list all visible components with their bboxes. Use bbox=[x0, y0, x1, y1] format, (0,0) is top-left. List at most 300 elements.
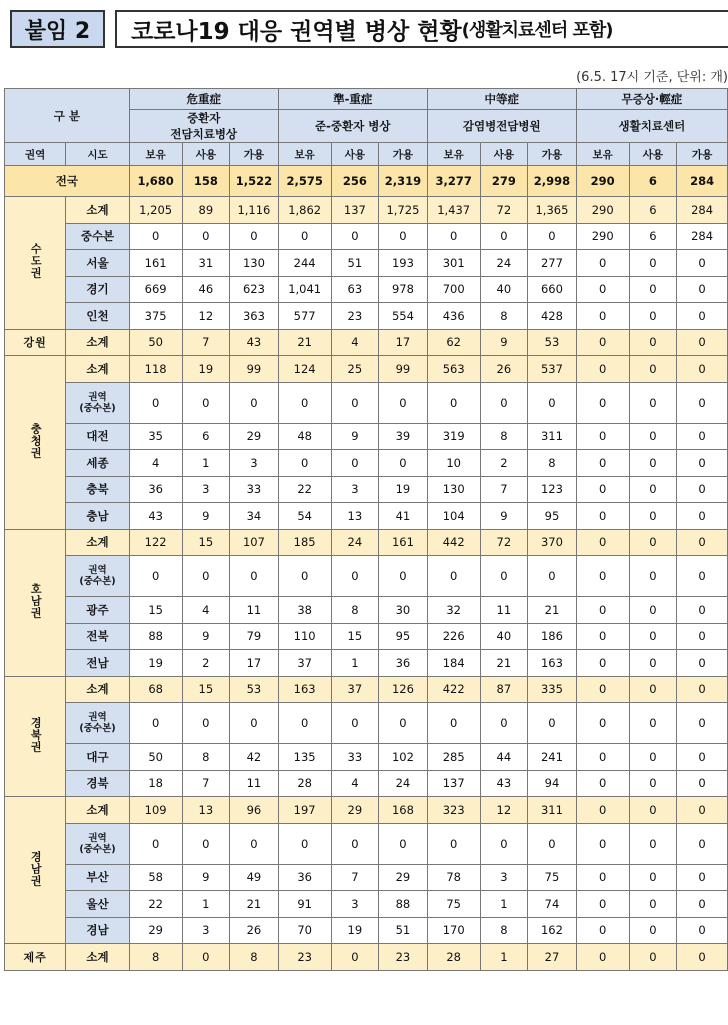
table-cell: 1,041 bbox=[278, 276, 331, 303]
table-cell: 40 bbox=[480, 276, 528, 303]
table-cell: 0 bbox=[576, 676, 629, 703]
sido-cell: 소계 bbox=[66, 797, 129, 824]
table-row bbox=[5, 503, 728, 530]
table-cell: 0 bbox=[379, 223, 428, 250]
table-cell: 197 bbox=[278, 797, 331, 824]
table-cell: 0 bbox=[528, 823, 577, 864]
table-cell: 0 bbox=[629, 250, 677, 277]
table-cell: 8 bbox=[129, 944, 182, 971]
table-cell: 54 bbox=[278, 503, 331, 530]
table-cell: 0 bbox=[576, 250, 629, 277]
table-cell: 24 bbox=[379, 770, 428, 797]
table-cell: 0 bbox=[629, 276, 677, 303]
unit-note: (6.5. 17시 기준, 단위: 개) bbox=[576, 70, 728, 85]
document-title bbox=[115, 10, 728, 48]
table-cell: 8 bbox=[528, 450, 577, 477]
region-name: 충청권 bbox=[29, 422, 43, 459]
table-cell: 2 bbox=[480, 450, 528, 477]
table-cell: 36 bbox=[379, 650, 428, 677]
table-row bbox=[5, 744, 728, 771]
table-cell: 7 bbox=[331, 864, 379, 891]
table-cell: 9 bbox=[331, 423, 379, 450]
table-row bbox=[5, 250, 728, 277]
table-row bbox=[5, 223, 728, 250]
table-cell: 0 bbox=[182, 382, 230, 423]
table-cell: 49 bbox=[230, 864, 279, 891]
table-cell: 1,437 bbox=[427, 197, 480, 224]
table-cell: 0 bbox=[427, 382, 480, 423]
table-cell: 0 bbox=[129, 223, 182, 250]
table-cell: 24 bbox=[480, 250, 528, 277]
table-cell: 3 bbox=[182, 476, 230, 503]
table-cell: 244 bbox=[278, 250, 331, 277]
table-row bbox=[5, 423, 728, 450]
table-cell: 0 bbox=[677, 382, 728, 423]
table-cell: 2,319 bbox=[379, 166, 428, 197]
table-cell: 0 bbox=[331, 944, 379, 971]
table-cell: 0 bbox=[230, 823, 279, 864]
table-cell: 48 bbox=[278, 423, 331, 450]
table-cell: 0 bbox=[480, 382, 528, 423]
table-cell: 135 bbox=[278, 744, 331, 771]
table-cell: 0 bbox=[677, 250, 728, 277]
table-cell: 422 bbox=[427, 676, 480, 703]
table-cell: 0 bbox=[278, 382, 331, 423]
table-cell: 124 bbox=[278, 356, 331, 383]
table-cell: 0 bbox=[278, 223, 331, 250]
table-cell: 0 bbox=[677, 917, 728, 944]
region-cell bbox=[5, 329, 66, 356]
table-cell: 13 bbox=[331, 503, 379, 530]
table-cell: 0 bbox=[629, 676, 677, 703]
table-cell: 8 bbox=[182, 744, 230, 771]
gubun-header: 구 분 bbox=[5, 89, 130, 143]
table-cell: 0 bbox=[576, 891, 629, 918]
table-cell: 4 bbox=[182, 597, 230, 624]
sido-cell: 소계 bbox=[66, 944, 129, 971]
table-cell: 0 bbox=[576, 423, 629, 450]
region-name: 강원 bbox=[23, 336, 47, 350]
table-cell: 0 bbox=[677, 529, 728, 556]
table-cell: 0 bbox=[230, 223, 279, 250]
table-cell: 0 bbox=[629, 476, 677, 503]
table-cell: 27 bbox=[528, 944, 577, 971]
subtotal-row bbox=[5, 797, 728, 824]
table-cell: 29 bbox=[331, 797, 379, 824]
table-cell: 2,575 bbox=[278, 166, 331, 197]
table-cell: 0 bbox=[629, 556, 677, 597]
group-header: 무증상·輕症 bbox=[576, 89, 727, 110]
subtotal-row bbox=[5, 197, 728, 224]
table-cell: 9 bbox=[480, 503, 528, 530]
table-cell: 0 bbox=[629, 597, 677, 624]
table-cell: 193 bbox=[379, 250, 428, 277]
table-cell: 436 bbox=[427, 303, 480, 330]
table-cell: 79 bbox=[230, 623, 279, 650]
table-cell: 0 bbox=[629, 864, 677, 891]
table-cell: 0 bbox=[278, 450, 331, 477]
sido-col-header: 시도 bbox=[66, 143, 129, 166]
table-cell: 0 bbox=[629, 423, 677, 450]
table-cell: 19 bbox=[379, 476, 428, 503]
sido-cell: 소계 bbox=[66, 676, 129, 703]
table-cell: 0 bbox=[677, 944, 728, 971]
sido-cell: 대전 bbox=[66, 423, 129, 450]
table-cell: 21 bbox=[480, 650, 528, 677]
table-cell: 0 bbox=[379, 703, 428, 744]
national-label: 전국 bbox=[5, 166, 130, 197]
table-cell: 3 bbox=[331, 476, 379, 503]
table-cell: 0 bbox=[331, 823, 379, 864]
table-cell: 4 bbox=[331, 329, 379, 356]
table-row bbox=[5, 303, 728, 330]
table-cell: 25 bbox=[331, 356, 379, 383]
table-cell: 256 bbox=[331, 166, 379, 197]
sido-cell: 광주 bbox=[66, 597, 129, 624]
table-cell: 0 bbox=[629, 356, 677, 383]
table-cell: 6 bbox=[629, 197, 677, 224]
table-cell: 186 bbox=[528, 623, 577, 650]
col-header: 가용 bbox=[379, 143, 428, 166]
table-cell: 0 bbox=[278, 823, 331, 864]
table-cell: 43 bbox=[230, 329, 279, 356]
table-cell: 623 bbox=[230, 276, 279, 303]
table-cell: 0 bbox=[629, 623, 677, 650]
table-cell: 1,116 bbox=[230, 197, 279, 224]
table-cell: 94 bbox=[528, 770, 577, 797]
table-cell: 700 bbox=[427, 276, 480, 303]
table-cell: 0 bbox=[427, 823, 480, 864]
col-header: 보유 bbox=[427, 143, 480, 166]
title-main: 코로나19 대응 권역별 병상 현황 bbox=[131, 18, 462, 45]
table-cell: 87 bbox=[480, 676, 528, 703]
table-cell: 0 bbox=[480, 223, 528, 250]
table-cell: 19 bbox=[182, 356, 230, 383]
table-cell: 44 bbox=[480, 744, 528, 771]
region-cell bbox=[5, 529, 66, 676]
table-cell: 23 bbox=[331, 303, 379, 330]
table-cell: 109 bbox=[129, 797, 182, 824]
table-cell: 290 bbox=[576, 197, 629, 224]
table-cell: 104 bbox=[427, 503, 480, 530]
table-row bbox=[5, 276, 728, 303]
table-cell: 17 bbox=[379, 329, 428, 356]
table-row bbox=[5, 864, 728, 891]
table-cell: 39 bbox=[379, 423, 428, 450]
table-cell: 7 bbox=[182, 770, 230, 797]
subgroup-header: 생활치료센터 bbox=[576, 110, 727, 143]
table-cell: 0 bbox=[677, 823, 728, 864]
table-cell: 11 bbox=[480, 597, 528, 624]
table-cell: 43 bbox=[480, 770, 528, 797]
table-cell: 0 bbox=[129, 703, 182, 744]
table-cell: 1,205 bbox=[129, 197, 182, 224]
table-cell: 0 bbox=[677, 797, 728, 824]
table-cell: 0 bbox=[629, 770, 677, 797]
sido-cell: 전북 bbox=[66, 623, 129, 650]
table-cell: 0 bbox=[528, 556, 577, 597]
table-cell: 43 bbox=[129, 503, 182, 530]
table-cell: 0 bbox=[129, 556, 182, 597]
table-cell: 15 bbox=[331, 623, 379, 650]
table-cell: 42 bbox=[230, 744, 279, 771]
table-cell: 284 bbox=[677, 223, 728, 250]
table-cell: 6 bbox=[629, 166, 677, 197]
table-cell: 335 bbox=[528, 676, 577, 703]
table-cell: 0 bbox=[677, 423, 728, 450]
table-cell: 0 bbox=[230, 556, 279, 597]
table-cell: 0 bbox=[576, 329, 629, 356]
table-cell: 37 bbox=[278, 650, 331, 677]
table-cell: 1 bbox=[182, 450, 230, 477]
sido-cell: 인천 bbox=[66, 303, 129, 330]
table-cell: 34 bbox=[230, 503, 279, 530]
region-name: 제주 bbox=[23, 950, 47, 964]
col-header: 사용 bbox=[629, 143, 677, 166]
table-cell: 33 bbox=[331, 744, 379, 771]
table-cell: 110 bbox=[278, 623, 331, 650]
table-cell: 0 bbox=[629, 891, 677, 918]
sido-cell: 울산 bbox=[66, 891, 129, 918]
group-header: 中等症 bbox=[427, 89, 576, 110]
sido-cell: 소계 bbox=[66, 356, 129, 383]
table-cell: 40 bbox=[480, 623, 528, 650]
table-cell: 0 bbox=[331, 223, 379, 250]
col-header: 사용 bbox=[182, 143, 230, 166]
table-cell: 21 bbox=[528, 597, 577, 624]
table-cell: 53 bbox=[528, 329, 577, 356]
table-cell: 0 bbox=[629, 703, 677, 744]
table-cell: 1 bbox=[182, 891, 230, 918]
table-cell: 35 bbox=[129, 423, 182, 450]
sido-cell: 충남 bbox=[66, 503, 129, 530]
table-cell: 96 bbox=[230, 797, 279, 824]
sido-cell: 권역 (중수본) bbox=[66, 382, 129, 423]
sido-cell: 충북 bbox=[66, 476, 129, 503]
header-row-groups bbox=[5, 89, 728, 110]
table-cell: 185 bbox=[278, 529, 331, 556]
table-cell: 99 bbox=[379, 356, 428, 383]
table-cell: 32 bbox=[427, 597, 480, 624]
table-cell: 168 bbox=[379, 797, 428, 824]
table-cell: 0 bbox=[629, 303, 677, 330]
table-cell: 4 bbox=[129, 450, 182, 477]
col-header: 가용 bbox=[528, 143, 577, 166]
table-cell: 1,862 bbox=[278, 197, 331, 224]
table-cell: 0 bbox=[677, 864, 728, 891]
col-header: 보유 bbox=[129, 143, 182, 166]
table-cell: 277 bbox=[528, 250, 577, 277]
table-cell: 7 bbox=[182, 329, 230, 356]
table-cell: 28 bbox=[278, 770, 331, 797]
table-cell: 0 bbox=[331, 703, 379, 744]
table-cell: 0 bbox=[576, 276, 629, 303]
table-cell: 301 bbox=[427, 250, 480, 277]
sido-cell: 경기 bbox=[66, 276, 129, 303]
table-cell: 0 bbox=[677, 476, 728, 503]
table-cell: 126 bbox=[379, 676, 428, 703]
table-cell: 3 bbox=[182, 917, 230, 944]
table-cell: 12 bbox=[182, 303, 230, 330]
table-cell: 30 bbox=[379, 597, 428, 624]
group-header: 危重症 bbox=[129, 89, 278, 110]
table-cell: 122 bbox=[129, 529, 182, 556]
table-cell: 28 bbox=[427, 944, 480, 971]
subtotal-row bbox=[5, 944, 728, 971]
table-cell: 0 bbox=[182, 703, 230, 744]
table-cell: 15 bbox=[182, 529, 230, 556]
sido-cell: 대구 bbox=[66, 744, 129, 771]
subtotal-row bbox=[5, 529, 728, 556]
sido-cell: 부산 bbox=[66, 864, 129, 891]
table-cell: 6 bbox=[629, 223, 677, 250]
table-cell: 8 bbox=[480, 917, 528, 944]
subgroup-header: 감염병전담병원 bbox=[427, 110, 576, 143]
table-cell: 0 bbox=[528, 703, 577, 744]
region-name: 경남권 bbox=[29, 850, 43, 887]
table-cell: 11 bbox=[230, 597, 279, 624]
table-cell: 0 bbox=[629, 503, 677, 530]
table-cell: 102 bbox=[379, 744, 428, 771]
table-cell: 26 bbox=[230, 917, 279, 944]
table-cell: 50 bbox=[129, 744, 182, 771]
table-cell: 0 bbox=[629, 650, 677, 677]
table-cell: 0 bbox=[528, 223, 577, 250]
table-cell: 0 bbox=[427, 223, 480, 250]
table-cell: 50 bbox=[129, 329, 182, 356]
table-cell: 0 bbox=[677, 623, 728, 650]
table-cell: 0 bbox=[576, 450, 629, 477]
table-cell: 1 bbox=[331, 650, 379, 677]
sido-cell: 소계 bbox=[66, 197, 129, 224]
table-cell: 91 bbox=[278, 891, 331, 918]
table-cell: 68 bbox=[129, 676, 182, 703]
table-cell: 0 bbox=[576, 529, 629, 556]
table-cell: 537 bbox=[528, 356, 577, 383]
table-cell: 2,998 bbox=[528, 166, 577, 197]
table-row bbox=[5, 556, 728, 597]
table-cell: 0 bbox=[576, 864, 629, 891]
table-cell: 3 bbox=[480, 864, 528, 891]
table-cell: 0 bbox=[576, 744, 629, 771]
table-cell: 0 bbox=[677, 650, 728, 677]
table-cell: 0 bbox=[677, 276, 728, 303]
table-cell: 0 bbox=[278, 703, 331, 744]
table-cell: 137 bbox=[331, 197, 379, 224]
table-cell: 10 bbox=[427, 450, 480, 477]
table-cell: 0 bbox=[331, 382, 379, 423]
table-cell: 669 bbox=[129, 276, 182, 303]
table-cell: 0 bbox=[677, 770, 728, 797]
table-cell: 170 bbox=[427, 917, 480, 944]
table-cell: 29 bbox=[230, 423, 279, 450]
table-row bbox=[5, 623, 728, 650]
sido-cell: 소계 bbox=[66, 329, 129, 356]
table-cell: 163 bbox=[278, 676, 331, 703]
table-cell: 58 bbox=[129, 864, 182, 891]
table-cell: 0 bbox=[576, 797, 629, 824]
table-cell: 8 bbox=[480, 303, 528, 330]
table-cell: 0 bbox=[576, 556, 629, 597]
region-name: 수도권 bbox=[29, 243, 43, 280]
sido-cell: 경북 bbox=[66, 770, 129, 797]
table-cell: 26 bbox=[480, 356, 528, 383]
table-cell: 12 bbox=[480, 797, 528, 824]
table-cell: 0 bbox=[480, 823, 528, 864]
table-cell: 53 bbox=[230, 676, 279, 703]
table-cell: 0 bbox=[182, 556, 230, 597]
subgroup-header: 중환자 전담치료병상 bbox=[129, 110, 278, 143]
region-cell bbox=[5, 676, 66, 797]
table-cell: 17 bbox=[230, 650, 279, 677]
table-row bbox=[5, 823, 728, 864]
table-cell: 319 bbox=[427, 423, 480, 450]
table-cell: 8 bbox=[230, 944, 279, 971]
table-cell: 0 bbox=[331, 556, 379, 597]
table-cell: 0 bbox=[576, 623, 629, 650]
table-cell: 0 bbox=[230, 382, 279, 423]
col-header: 사용 bbox=[480, 143, 528, 166]
region-cell bbox=[5, 356, 66, 530]
table-cell: 226 bbox=[427, 623, 480, 650]
table-cell: 0 bbox=[576, 356, 629, 383]
bed-status-table bbox=[4, 88, 728, 971]
table-cell: 3 bbox=[331, 891, 379, 918]
table-cell: 1,725 bbox=[379, 197, 428, 224]
table-cell: 158 bbox=[182, 166, 230, 197]
table-cell: 0 bbox=[480, 703, 528, 744]
table-cell: 660 bbox=[528, 276, 577, 303]
table-cell: 13 bbox=[182, 797, 230, 824]
region-col-header: 권역 bbox=[5, 143, 66, 166]
table-cell: 0 bbox=[677, 703, 728, 744]
table-row bbox=[5, 917, 728, 944]
table-cell: 978 bbox=[379, 276, 428, 303]
table-cell: 1 bbox=[480, 944, 528, 971]
subtotal-row bbox=[5, 676, 728, 703]
col-header: 보유 bbox=[278, 143, 331, 166]
subtotal-row bbox=[5, 356, 728, 383]
sido-cell: 서울 bbox=[66, 250, 129, 277]
national-row bbox=[5, 166, 728, 197]
table-cell: 0 bbox=[677, 891, 728, 918]
table-cell: 0 bbox=[629, 797, 677, 824]
table-cell: 0 bbox=[576, 917, 629, 944]
table-cell: 23 bbox=[278, 944, 331, 971]
table-cell: 23 bbox=[379, 944, 428, 971]
table-cell: 161 bbox=[129, 250, 182, 277]
table-cell: 161 bbox=[379, 529, 428, 556]
table-cell: 0 bbox=[677, 744, 728, 771]
region-name: 호남권 bbox=[29, 583, 43, 619]
table-cell: 0 bbox=[331, 450, 379, 477]
sido-cell: 권역 (중수본) bbox=[66, 823, 129, 864]
table-row bbox=[5, 450, 728, 477]
table-cell: 95 bbox=[528, 503, 577, 530]
document-header bbox=[10, 10, 728, 50]
table-cell: 285 bbox=[427, 744, 480, 771]
table-cell: 290 bbox=[576, 223, 629, 250]
table-cell: 0 bbox=[480, 556, 528, 597]
table-row bbox=[5, 703, 728, 744]
table-cell: 130 bbox=[230, 250, 279, 277]
table-cell: 9 bbox=[182, 864, 230, 891]
table-cell: 75 bbox=[528, 864, 577, 891]
table-cell: 46 bbox=[182, 276, 230, 303]
table-row bbox=[5, 382, 728, 423]
table-cell: 31 bbox=[182, 250, 230, 277]
table-cell: 0 bbox=[278, 556, 331, 597]
